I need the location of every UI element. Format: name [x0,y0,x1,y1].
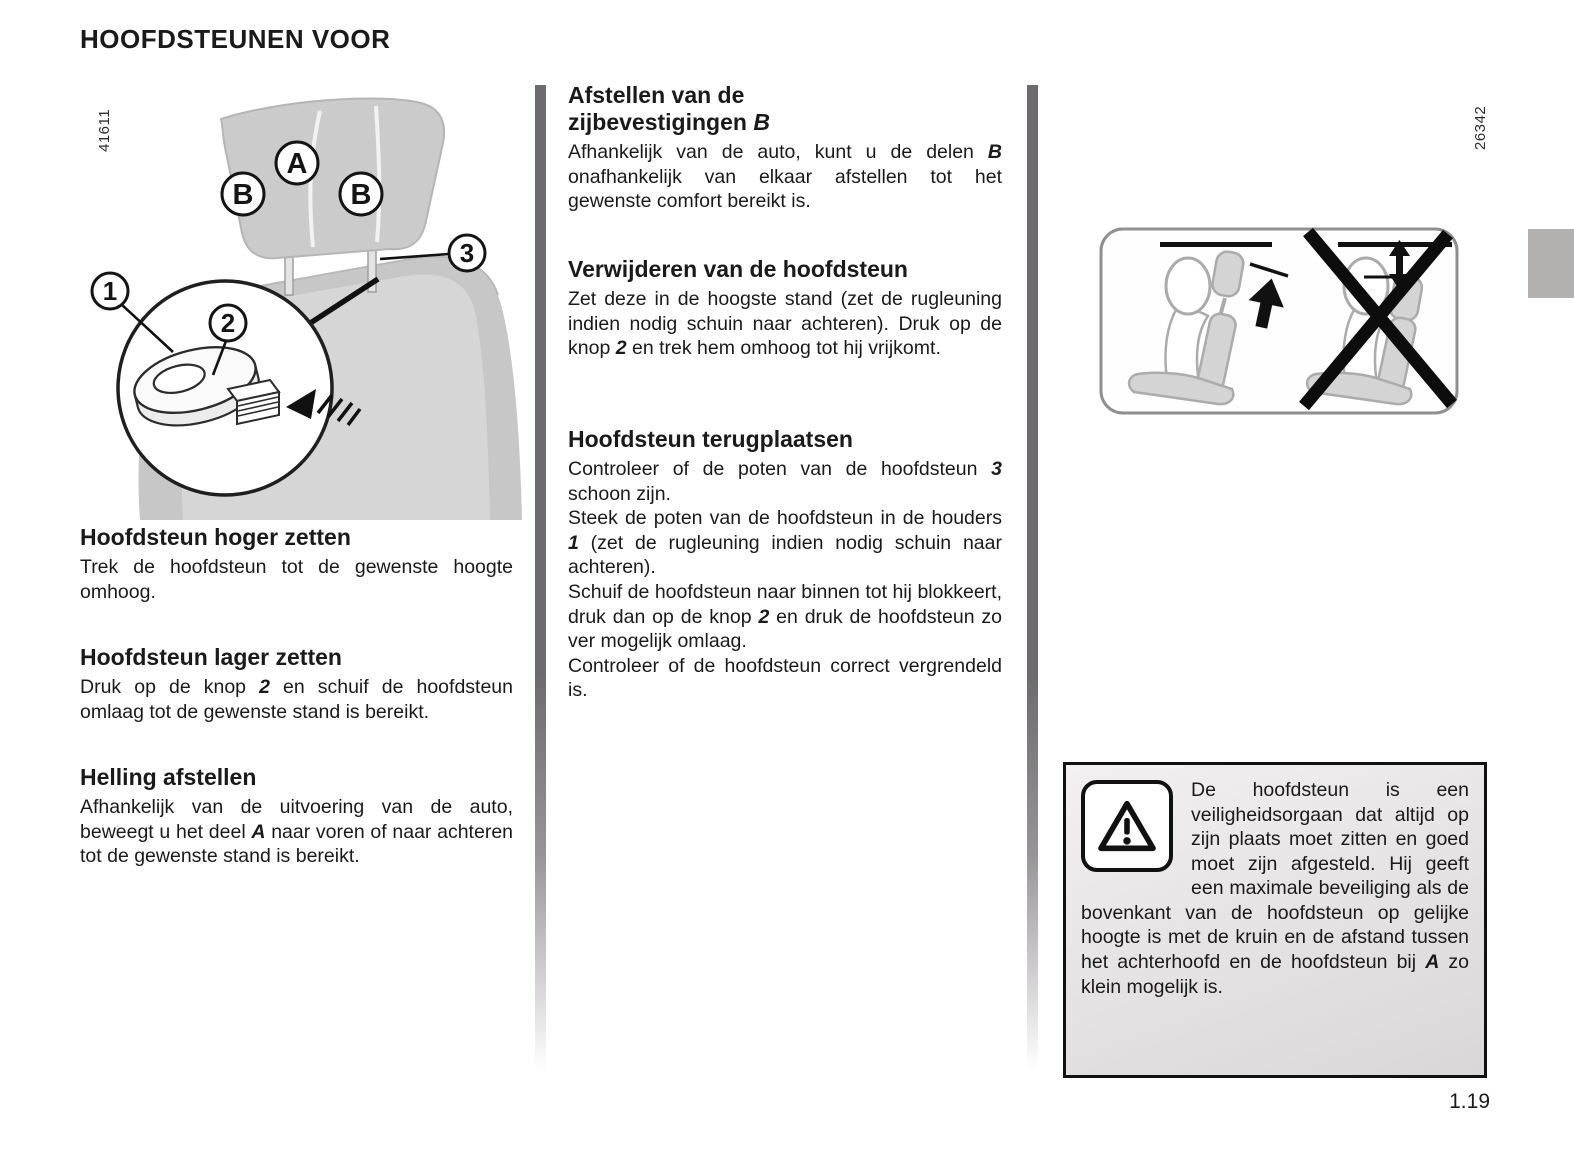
paragraph: Afhankelijk van de uitvoering van de auto, beweegt u het deel A naar voren of naar achteren tot de gewenste stand is bereikt. [80,796,514,868]
paragraph: Trek de hoofdsteun tot de gewenste hoogte omhoog. [80,556,513,603]
warning-box [1063,762,1487,1078]
paragraph: Schuif de hoofdsteun naar binnen tot hij blokkeert, druk dan op de knop 2 en druk de hoofdsteun zo ver mogelijk omlaag. [568,580,1002,653]
paragraph: Afhankelijk van de auto, kunt u de delen B onafhankelijk van elkaar afstellen tot het gewenste comfort bereikt is. [568,141,1002,213]
section-heading: Hoofdsteun terugplaatsen [568,426,853,452]
head-level-line [1160,242,1272,247]
warning-icon [1081,780,1173,872]
label-b-right-badge [340,173,382,215]
section-heading: Hoofdsteun lager zetten [80,644,342,670]
label-1-badge [92,273,128,309]
paragraph: Controleer of de hoofdsteun correct vergrendeld is. [568,654,1002,702]
svg-text:2: 2 [220,308,236,338]
section-heading: Hoofdsteun hoger zetten [80,524,351,550]
svg-text:B: B [350,179,372,211]
paragraph: Controleer of de poten van de hoofdsteun 3 schoon zijn. [568,458,1002,505]
figure-id-right: 26342 [1472,105,1489,150]
label-2-badge [210,305,246,341]
section-heading: Helling afstellen [80,764,257,790]
section-helling-afstellen [80,764,513,869]
section-verwijderen [568,256,1002,361]
svg-text:3: 3 [459,238,475,268]
head-outline [1166,258,1210,314]
section-heading: zijbevestigingen B [568,109,770,136]
section-zijbevestigingen [568,82,1002,214]
warning-text: De hoofdsteun is een veiligheidsorgaan dat altijd op zijn plaats moet zitten en goed moet zijn afgesteld. Hij geeft een maximale beveiliging als de bovenkant van de hoofdsteun op gelijke hoogte is met de kruin en de afstand tussen het achterhoofd en de hoofdsteun bij A zo klein mogelijk is. [1081,779,1470,998]
svg-text:B: B [232,179,254,211]
label-a-badge [276,142,318,184]
paragraph: Druk op de knop 2 en schuif de hoofdsteun omlaag tot de gewenste stand is bereikt. [80,676,513,723]
page-number: 1.19 [1449,1090,1490,1113]
column-divider-left [535,85,546,1070]
paragraph: Steek de poten van de hoofdsteun in de houders 1 (zet de rugleuning indien nodig schuin naar achteren). [568,507,1002,579]
svg-text:A: A [286,148,308,180]
seat-adjustment-diagram [1098,226,1460,416]
column-divider-right [1027,85,1038,1070]
section-hoger-zetten [80,524,513,604]
headrest-diagram [80,95,540,520]
label-3-badge [449,235,485,271]
section-lager-zetten [80,644,513,724]
section-heading: Verwijderen van de hoofdsteun [568,256,908,282]
paragraph: Zet deze in de hoogste stand (zet de rugleuning indien nodig schuin naar achteren). Druk op de knop 2 en trek hem omhoog tot hij vrijkomt. [568,288,1002,360]
label-b-left-badge [222,173,264,215]
figure-id-left: 41611 [96,108,113,152]
svg-text:1: 1 [102,276,118,306]
page-title: HOOFDSTEUNEN VOOR [80,24,391,54]
section-heading: Afstellen van de [568,82,745,108]
section-terugplaatsen [568,426,1002,703]
page-edge-tab [1528,229,1574,298]
